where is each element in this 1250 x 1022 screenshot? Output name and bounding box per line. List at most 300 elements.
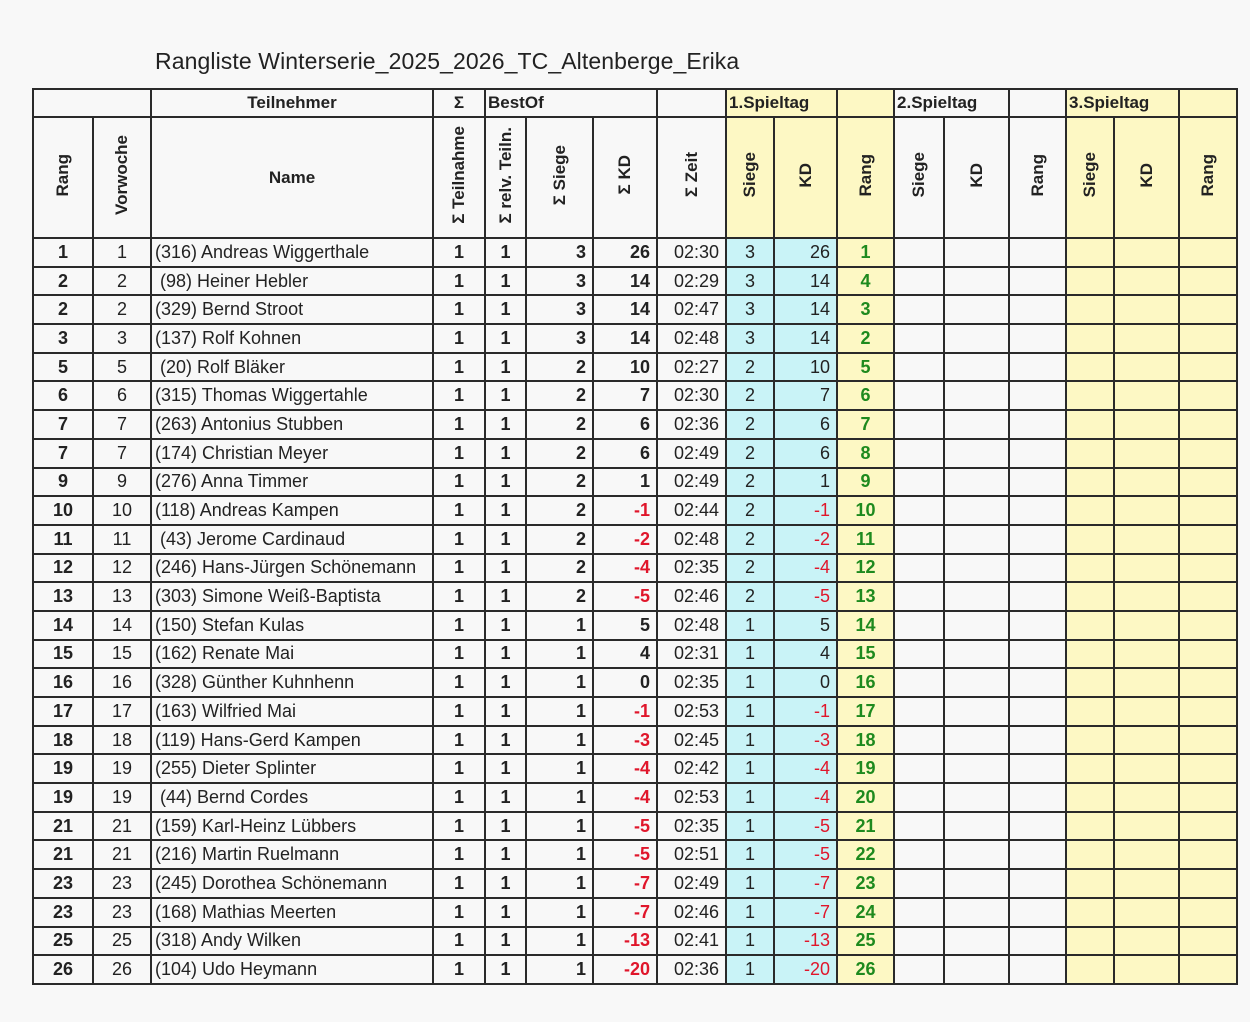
cell-st2-rang bbox=[1009, 525, 1066, 554]
cell-vorwoche: 11 bbox=[93, 525, 151, 554]
cell-st3-rang bbox=[1179, 295, 1237, 324]
cell-st3-siege bbox=[1066, 726, 1114, 755]
cell-st1-kd: 10 bbox=[774, 353, 837, 382]
cell-st2-rang bbox=[1009, 640, 1066, 669]
cell-name: (104) Udo Heymann bbox=[151, 955, 433, 984]
header-spieltag-1-empty bbox=[837, 89, 894, 117]
cell-st3-siege bbox=[1066, 754, 1114, 783]
cell-st1-siege: 1 bbox=[726, 611, 774, 640]
cell-zeit: 02:49 bbox=[657, 468, 726, 497]
table-row bbox=[33, 525, 1237, 554]
cell-name: (118) Andreas Kampen bbox=[151, 496, 433, 525]
cell-st2-kd bbox=[944, 783, 1009, 812]
cell-st3-rang bbox=[1179, 496, 1237, 525]
table-row bbox=[33, 267, 1237, 296]
cell-st3-siege bbox=[1066, 353, 1114, 382]
cell-st1-siege: 1 bbox=[726, 955, 774, 984]
cell-relv-teiln: 1 bbox=[485, 726, 526, 755]
cell-st2-rang bbox=[1009, 410, 1066, 439]
cell-st1-siege: 1 bbox=[726, 840, 774, 869]
cell-kd: 6 bbox=[593, 410, 657, 439]
cell-st1-rang: 7 bbox=[837, 410, 894, 439]
cell-st3-rang bbox=[1179, 554, 1237, 583]
cell-relv-teiln: 1 bbox=[485, 267, 526, 296]
cell-kd: -20 bbox=[593, 955, 657, 984]
cell-kd: 14 bbox=[593, 324, 657, 353]
cell-vorwoche: 21 bbox=[93, 840, 151, 869]
cell-siege: 1 bbox=[526, 754, 593, 783]
cell-teilnahme: 1 bbox=[433, 468, 485, 497]
cell-relv-teiln: 1 bbox=[485, 697, 526, 726]
cell-st2-siege bbox=[894, 295, 944, 324]
cell-kd: -3 bbox=[593, 726, 657, 755]
cell-vorwoche: 23 bbox=[93, 869, 151, 898]
cell-kd: 14 bbox=[593, 295, 657, 324]
cell-teilnahme: 1 bbox=[433, 640, 485, 669]
cell-kd: 4 bbox=[593, 640, 657, 669]
cell-st3-siege bbox=[1066, 611, 1114, 640]
cell-st1-siege: 2 bbox=[726, 381, 774, 410]
cell-st1-kd: -5 bbox=[774, 812, 837, 841]
cell-st1-rang: 14 bbox=[837, 611, 894, 640]
ranking-table bbox=[32, 88, 1238, 985]
cell-siege: 2 bbox=[526, 525, 593, 554]
cell-st1-rang: 13 bbox=[837, 582, 894, 611]
cell-st1-siege: 2 bbox=[726, 439, 774, 468]
cell-st3-rang bbox=[1179, 812, 1237, 841]
table-row bbox=[33, 754, 1237, 783]
cell-zeit: 02:46 bbox=[657, 582, 726, 611]
cell-st3-siege bbox=[1066, 496, 1114, 525]
cell-vorwoche: 16 bbox=[93, 668, 151, 697]
table-row bbox=[33, 955, 1237, 984]
cell-st1-rang: 6 bbox=[837, 381, 894, 410]
cell-relv-teiln: 1 bbox=[485, 410, 526, 439]
cell-rang: 13 bbox=[33, 582, 93, 611]
cell-teilnahme: 1 bbox=[433, 955, 485, 984]
cell-st3-rang bbox=[1179, 267, 1237, 296]
cell-st3-kd bbox=[1114, 353, 1179, 382]
cell-siege: 1 bbox=[526, 697, 593, 726]
cell-st1-kd: -5 bbox=[774, 840, 837, 869]
cell-st1-siege: 3 bbox=[726, 324, 774, 353]
cell-siege: 1 bbox=[526, 898, 593, 927]
cell-st3-kd bbox=[1114, 238, 1179, 267]
cell-siege: 1 bbox=[526, 726, 593, 755]
cell-teilnahme: 1 bbox=[433, 927, 485, 956]
cell-st1-kd: 1 bbox=[774, 468, 837, 497]
cell-kd: 26 bbox=[593, 238, 657, 267]
cell-siege: 1 bbox=[526, 840, 593, 869]
cell-st3-kd bbox=[1114, 295, 1179, 324]
cell-siege: 2 bbox=[526, 410, 593, 439]
cell-kd: -4 bbox=[593, 783, 657, 812]
cell-siege: 1 bbox=[526, 611, 593, 640]
cell-st1-rang: 16 bbox=[837, 668, 894, 697]
cell-st2-kd bbox=[944, 840, 1009, 869]
cell-zeit: 02:47 bbox=[657, 295, 726, 324]
col-zeit: Σ Zeit bbox=[657, 117, 726, 238]
cell-st1-kd: 0 bbox=[774, 668, 837, 697]
cell-siege: 3 bbox=[526, 238, 593, 267]
cell-st3-kd bbox=[1114, 554, 1179, 583]
cell-st1-rang: 24 bbox=[837, 898, 894, 927]
cell-st3-siege bbox=[1066, 324, 1114, 353]
cell-vorwoche: 2 bbox=[93, 295, 151, 324]
cell-name: (137) Rolf Kohnen bbox=[151, 324, 433, 353]
cell-st1-rang: 8 bbox=[837, 439, 894, 468]
cell-st1-kd: -2 bbox=[774, 525, 837, 554]
header-spieltag-3-empty bbox=[1179, 89, 1237, 117]
cell-relv-teiln: 1 bbox=[485, 582, 526, 611]
cell-teilnahme: 1 bbox=[433, 869, 485, 898]
cell-name: (315) Thomas Wiggertahle bbox=[151, 381, 433, 410]
cell-st1-rang: 3 bbox=[837, 295, 894, 324]
cell-rang: 3 bbox=[33, 324, 93, 353]
cell-st2-siege bbox=[894, 840, 944, 869]
cell-kd: 0 bbox=[593, 668, 657, 697]
cell-st3-kd bbox=[1114, 582, 1179, 611]
cell-relv-teiln: 1 bbox=[485, 381, 526, 410]
col-st3-siege: Siege bbox=[1066, 117, 1114, 238]
cell-st3-siege bbox=[1066, 955, 1114, 984]
cell-teilnahme: 1 bbox=[433, 840, 485, 869]
cell-name: (44) Bernd Cordes bbox=[151, 783, 433, 812]
cell-st2-kd bbox=[944, 353, 1009, 382]
cell-st3-siege bbox=[1066, 668, 1114, 697]
cell-relv-teiln: 1 bbox=[485, 783, 526, 812]
cell-st2-kd bbox=[944, 697, 1009, 726]
cell-st2-siege bbox=[894, 754, 944, 783]
cell-st3-siege bbox=[1066, 640, 1114, 669]
cell-vorwoche: 2 bbox=[93, 267, 151, 296]
cell-siege: 1 bbox=[526, 927, 593, 956]
cell-st2-kd bbox=[944, 267, 1009, 296]
cell-rang: 14 bbox=[33, 611, 93, 640]
cell-vorwoche: 17 bbox=[93, 697, 151, 726]
cell-st3-siege bbox=[1066, 468, 1114, 497]
cell-name: (98) Heiner Hebler bbox=[151, 267, 433, 296]
header-empty-cell bbox=[33, 89, 151, 117]
cell-st3-kd bbox=[1114, 496, 1179, 525]
cell-name: (316) Andreas Wiggerthale bbox=[151, 238, 433, 267]
table-row bbox=[33, 324, 1237, 353]
cell-kd: 10 bbox=[593, 353, 657, 382]
cell-st1-kd: -20 bbox=[774, 955, 837, 984]
cell-st1-rang: 21 bbox=[837, 812, 894, 841]
table-row bbox=[33, 238, 1237, 267]
cell-st2-kd bbox=[944, 927, 1009, 956]
cell-st2-siege bbox=[894, 267, 944, 296]
cell-st1-kd: -4 bbox=[774, 554, 837, 583]
cell-st1-rang: 19 bbox=[837, 754, 894, 783]
table-row bbox=[33, 640, 1237, 669]
cell-st3-kd bbox=[1114, 812, 1179, 841]
cell-rang: 2 bbox=[33, 267, 93, 296]
cell-rang: 21 bbox=[33, 812, 93, 841]
cell-kd: 7 bbox=[593, 381, 657, 410]
cell-teilnahme: 1 bbox=[433, 238, 485, 267]
table-row bbox=[33, 381, 1237, 410]
cell-zeit: 02:44 bbox=[657, 496, 726, 525]
cell-vorwoche: 10 bbox=[93, 496, 151, 525]
header-spieltag-1: 1.Spieltag bbox=[726, 89, 837, 117]
cell-st2-kd bbox=[944, 754, 1009, 783]
cell-st3-kd bbox=[1114, 381, 1179, 410]
cell-kd: 5 bbox=[593, 611, 657, 640]
cell-st2-siege bbox=[894, 640, 944, 669]
table-row bbox=[33, 295, 1237, 324]
cell-rang: 18 bbox=[33, 726, 93, 755]
header-teilnehmer: Teilnehmer bbox=[151, 89, 433, 117]
cell-rang: 16 bbox=[33, 668, 93, 697]
cell-st1-siege: 1 bbox=[726, 640, 774, 669]
cell-vorwoche: 19 bbox=[93, 754, 151, 783]
table-row bbox=[33, 726, 1237, 755]
header-bestof: BestOf bbox=[485, 89, 657, 117]
cell-name: (119) Hans-Gerd Kampen bbox=[151, 726, 433, 755]
cell-st3-rang bbox=[1179, 611, 1237, 640]
cell-st1-kd: 6 bbox=[774, 439, 837, 468]
cell-vorwoche: 19 bbox=[93, 783, 151, 812]
cell-st3-siege bbox=[1066, 238, 1114, 267]
cell-st1-kd: 14 bbox=[774, 267, 837, 296]
cell-st2-kd bbox=[944, 955, 1009, 984]
cell-zeit: 02:41 bbox=[657, 927, 726, 956]
table-row bbox=[33, 582, 1237, 611]
table-row bbox=[33, 783, 1237, 812]
cell-st2-rang bbox=[1009, 898, 1066, 927]
cell-kd: -7 bbox=[593, 898, 657, 927]
cell-st3-rang bbox=[1179, 927, 1237, 956]
cell-st3-rang bbox=[1179, 869, 1237, 898]
cell-st1-siege: 2 bbox=[726, 554, 774, 583]
cell-st1-kd: -1 bbox=[774, 697, 837, 726]
cell-st3-kd bbox=[1114, 410, 1179, 439]
cell-st1-kd: 26 bbox=[774, 238, 837, 267]
cell-vorwoche: 3 bbox=[93, 324, 151, 353]
cell-name: (162) Renate Mai bbox=[151, 640, 433, 669]
cell-teilnahme: 1 bbox=[433, 381, 485, 410]
cell-st3-kd bbox=[1114, 955, 1179, 984]
cell-st3-kd bbox=[1114, 697, 1179, 726]
header-spieltag-3: 3.Spieltag bbox=[1066, 89, 1179, 117]
cell-st3-rang bbox=[1179, 410, 1237, 439]
cell-st1-kd: -4 bbox=[774, 754, 837, 783]
col-name: Name bbox=[151, 117, 433, 238]
cell-st3-kd bbox=[1114, 525, 1179, 554]
cell-teilnahme: 1 bbox=[433, 439, 485, 468]
cell-name: (318) Andy Wilken bbox=[151, 927, 433, 956]
cell-st2-kd bbox=[944, 812, 1009, 841]
cell-st1-siege: 1 bbox=[726, 783, 774, 812]
header-sigma: Σ bbox=[433, 89, 485, 117]
cell-vorwoche: 13 bbox=[93, 582, 151, 611]
cell-kd: -5 bbox=[593, 582, 657, 611]
cell-rang: 21 bbox=[33, 840, 93, 869]
cell-st1-rang: 15 bbox=[837, 640, 894, 669]
cell-st2-siege bbox=[894, 496, 944, 525]
cell-st2-siege bbox=[894, 812, 944, 841]
cell-st2-kd bbox=[944, 496, 1009, 525]
cell-st1-rang: 9 bbox=[837, 468, 894, 497]
cell-rang: 19 bbox=[33, 783, 93, 812]
ranking-body bbox=[33, 238, 1237, 984]
cell-st3-kd bbox=[1114, 726, 1179, 755]
cell-st2-siege bbox=[894, 439, 944, 468]
cell-rang: 2 bbox=[33, 295, 93, 324]
cell-st3-kd bbox=[1114, 324, 1179, 353]
cell-zeit: 02:35 bbox=[657, 554, 726, 583]
cell-st3-kd bbox=[1114, 840, 1179, 869]
cell-st1-siege: 2 bbox=[726, 496, 774, 525]
col-st1-siege: Siege bbox=[726, 117, 774, 238]
cell-st2-rang bbox=[1009, 439, 1066, 468]
cell-st3-siege bbox=[1066, 582, 1114, 611]
cell-st1-kd: 14 bbox=[774, 295, 837, 324]
cell-teilnahme: 1 bbox=[433, 783, 485, 812]
cell-siege: 2 bbox=[526, 439, 593, 468]
header-group-row bbox=[33, 89, 1237, 117]
cell-st2-kd bbox=[944, 410, 1009, 439]
cell-st2-rang bbox=[1009, 554, 1066, 583]
cell-st3-rang bbox=[1179, 381, 1237, 410]
cell-siege: 2 bbox=[526, 381, 593, 410]
cell-vorwoche: 7 bbox=[93, 439, 151, 468]
cell-st2-rang bbox=[1009, 754, 1066, 783]
cell-st3-rang bbox=[1179, 640, 1237, 669]
cell-relv-teiln: 1 bbox=[485, 238, 526, 267]
cell-st1-rang: 2 bbox=[837, 324, 894, 353]
cell-st2-siege bbox=[894, 898, 944, 927]
cell-st2-rang bbox=[1009, 611, 1066, 640]
cell-st3-rang bbox=[1179, 754, 1237, 783]
cell-st3-siege bbox=[1066, 439, 1114, 468]
cell-vorwoche: 26 bbox=[93, 955, 151, 984]
cell-st2-kd bbox=[944, 898, 1009, 927]
cell-st1-siege: 1 bbox=[726, 898, 774, 927]
cell-st1-siege: 1 bbox=[726, 869, 774, 898]
col-rang: Rang bbox=[33, 117, 93, 238]
cell-st1-siege: 1 bbox=[726, 812, 774, 841]
cell-st2-kd bbox=[944, 238, 1009, 267]
cell-rang: 9 bbox=[33, 468, 93, 497]
cell-kd: -13 bbox=[593, 927, 657, 956]
cell-name: (328) Günther Kuhnhenn bbox=[151, 668, 433, 697]
cell-kd: -4 bbox=[593, 754, 657, 783]
cell-st3-rang bbox=[1179, 324, 1237, 353]
cell-relv-teiln: 1 bbox=[485, 955, 526, 984]
cell-relv-teiln: 1 bbox=[485, 525, 526, 554]
cell-st3-rang bbox=[1179, 238, 1237, 267]
cell-vorwoche: 25 bbox=[93, 927, 151, 956]
cell-rang: 25 bbox=[33, 927, 93, 956]
cell-relv-teiln: 1 bbox=[485, 840, 526, 869]
cell-st2-siege bbox=[894, 381, 944, 410]
table-row bbox=[33, 611, 1237, 640]
cell-st1-kd: -1 bbox=[774, 496, 837, 525]
cell-st3-rang bbox=[1179, 697, 1237, 726]
cell-st3-siege bbox=[1066, 267, 1114, 296]
cell-vorwoche: 15 bbox=[93, 640, 151, 669]
cell-siege: 1 bbox=[526, 783, 593, 812]
cell-st2-kd bbox=[944, 726, 1009, 755]
cell-st2-rang bbox=[1009, 697, 1066, 726]
col-relv-teiln: Σ relv. Teiln. bbox=[485, 117, 526, 238]
table-row bbox=[33, 554, 1237, 583]
cell-st1-rang: 23 bbox=[837, 869, 894, 898]
cell-zeit: 02:45 bbox=[657, 726, 726, 755]
cell-st2-rang bbox=[1009, 812, 1066, 841]
cell-st3-kd bbox=[1114, 439, 1179, 468]
cell-vorwoche: 6 bbox=[93, 381, 151, 410]
cell-teilnahme: 1 bbox=[433, 295, 485, 324]
cell-relv-teiln: 1 bbox=[485, 927, 526, 956]
cell-zeit: 02:30 bbox=[657, 238, 726, 267]
cell-zeit: 02:42 bbox=[657, 754, 726, 783]
cell-st1-rang: 10 bbox=[837, 496, 894, 525]
cell-st2-siege bbox=[894, 324, 944, 353]
cell-siege: 2 bbox=[526, 554, 593, 583]
table-row bbox=[33, 353, 1237, 382]
cell-teilnahme: 1 bbox=[433, 525, 485, 554]
cell-st1-siege: 3 bbox=[726, 238, 774, 267]
cell-teilnahme: 1 bbox=[433, 582, 485, 611]
cell-st2-rang bbox=[1009, 840, 1066, 869]
table-row bbox=[33, 468, 1237, 497]
col-siege: Σ Siege bbox=[526, 117, 593, 238]
table-row bbox=[33, 496, 1237, 525]
cell-st2-siege bbox=[894, 468, 944, 497]
cell-st2-siege bbox=[894, 927, 944, 956]
cell-rang: 12 bbox=[33, 554, 93, 583]
cell-st3-kd bbox=[1114, 754, 1179, 783]
cell-st2-rang bbox=[1009, 927, 1066, 956]
page-title: Rangliste Winterserie_2025_2026_TC_Altenberge_Erika bbox=[155, 48, 740, 74]
cell-st1-rang: 22 bbox=[837, 840, 894, 869]
cell-siege: 2 bbox=[526, 468, 593, 497]
cell-name: (174) Christian Meyer bbox=[151, 439, 433, 468]
cell-zeit: 02:48 bbox=[657, 611, 726, 640]
cell-st2-siege bbox=[894, 554, 944, 583]
col-teilnahme: Σ Teilnahme bbox=[433, 117, 485, 238]
cell-st1-kd: -13 bbox=[774, 927, 837, 956]
cell-relv-teiln: 1 bbox=[485, 324, 526, 353]
cell-name: (263) Antonius Stubben bbox=[151, 410, 433, 439]
cell-teilnahme: 1 bbox=[433, 812, 485, 841]
cell-rang: 17 bbox=[33, 697, 93, 726]
cell-relv-teiln: 1 bbox=[485, 754, 526, 783]
cell-st3-siege bbox=[1066, 554, 1114, 583]
cell-st3-kd bbox=[1114, 468, 1179, 497]
col-vorwoche: Vorwoche bbox=[93, 117, 151, 238]
cell-teilnahme: 1 bbox=[433, 668, 485, 697]
cell-st2-kd bbox=[944, 668, 1009, 697]
col-st1-rang: Rang bbox=[837, 117, 894, 238]
cell-st3-kd bbox=[1114, 783, 1179, 812]
cell-zeit: 02:35 bbox=[657, 668, 726, 697]
cell-zeit: 02:53 bbox=[657, 783, 726, 812]
cell-rang: 23 bbox=[33, 898, 93, 927]
cell-relv-teiln: 1 bbox=[485, 898, 526, 927]
cell-name: (303) Simone Weiß-Baptista bbox=[151, 582, 433, 611]
cell-st3-kd bbox=[1114, 267, 1179, 296]
cell-name: (168) Mathias Meerten bbox=[151, 898, 433, 927]
cell-st2-siege bbox=[894, 410, 944, 439]
cell-st1-siege: 1 bbox=[726, 927, 774, 956]
cell-kd: -2 bbox=[593, 525, 657, 554]
table-row bbox=[33, 840, 1237, 869]
